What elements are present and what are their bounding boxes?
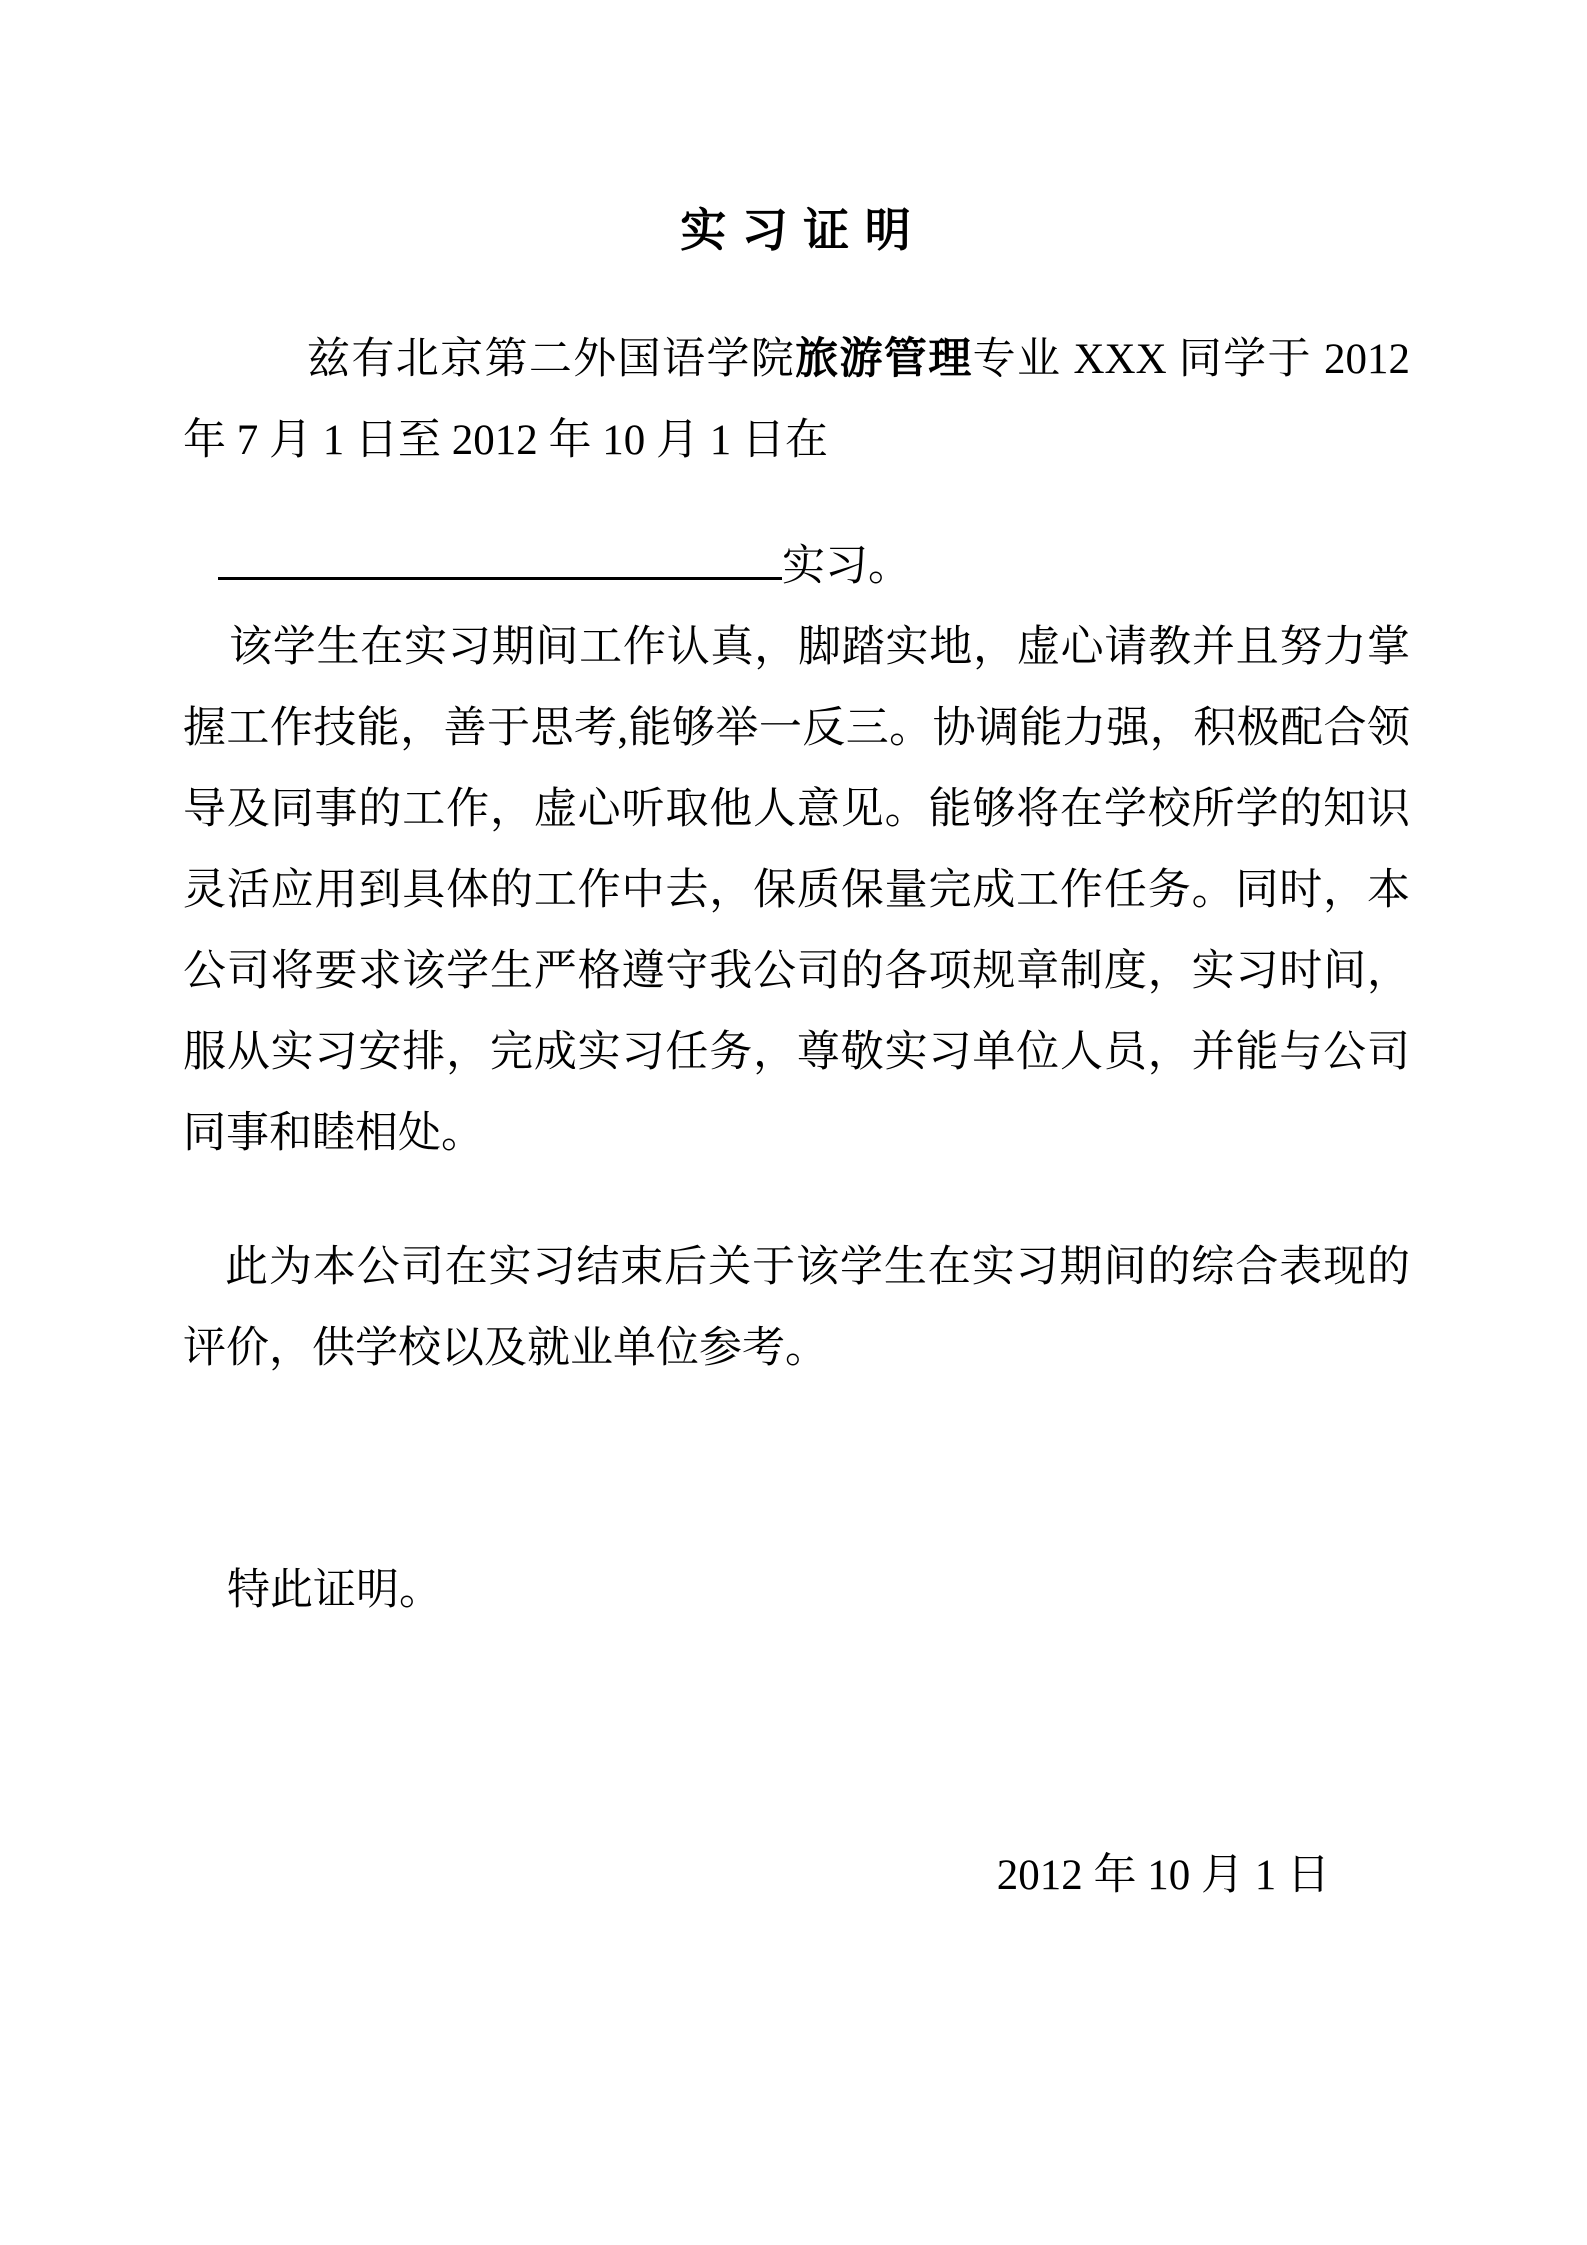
date-line: 2012 年 10 月 1 日 bbox=[996, 1852, 1330, 1899]
closing-statement: 特此证明。 bbox=[227, 1567, 442, 1614]
major-name-bold: 旅游管理 bbox=[795, 336, 973, 383]
summary-paragraph: 此为本公司在实习结束后关于该学生在实习期间的综合表现的评价，供学校以及就业单位参考。 bbox=[183, 1244, 1410, 1372]
intro-text-post: 专业 XXX 同学于 2012 年 7 月 1 日至 2012 年 10 月 1 日在 bbox=[183, 336, 1411, 464]
evaluation-paragraph: 该学生在实习期间工作认真，脚踏实地，虚心请教并且努力掌握工作技能，善于思考,能够举一反三。协调能力强，积极配合领导及同事的工作，虚心听取他人意见。能够将在学校所学的知识灵活应用到具体的工作中去，保质保量完成工作任务。同时，本公司将要求该学生严格遵守我公司的各项规章制度，实习时间，服从实习安排，完成实习任务，尊敬实习单位人员，并能与公司同事和睦相处。 bbox=[183, 624, 1410, 1157]
company-name-blank-field bbox=[218, 577, 782, 580]
company-line-suffix: 实习。 bbox=[782, 543, 911, 590]
intro-paragraph bbox=[183, 319, 1410, 481]
document-title: 实 习 证 明 bbox=[680, 205, 913, 256]
intro-text-pre: 兹有北京第二外国语学院 bbox=[307, 336, 796, 383]
company-name-line bbox=[183, 526, 1410, 607]
